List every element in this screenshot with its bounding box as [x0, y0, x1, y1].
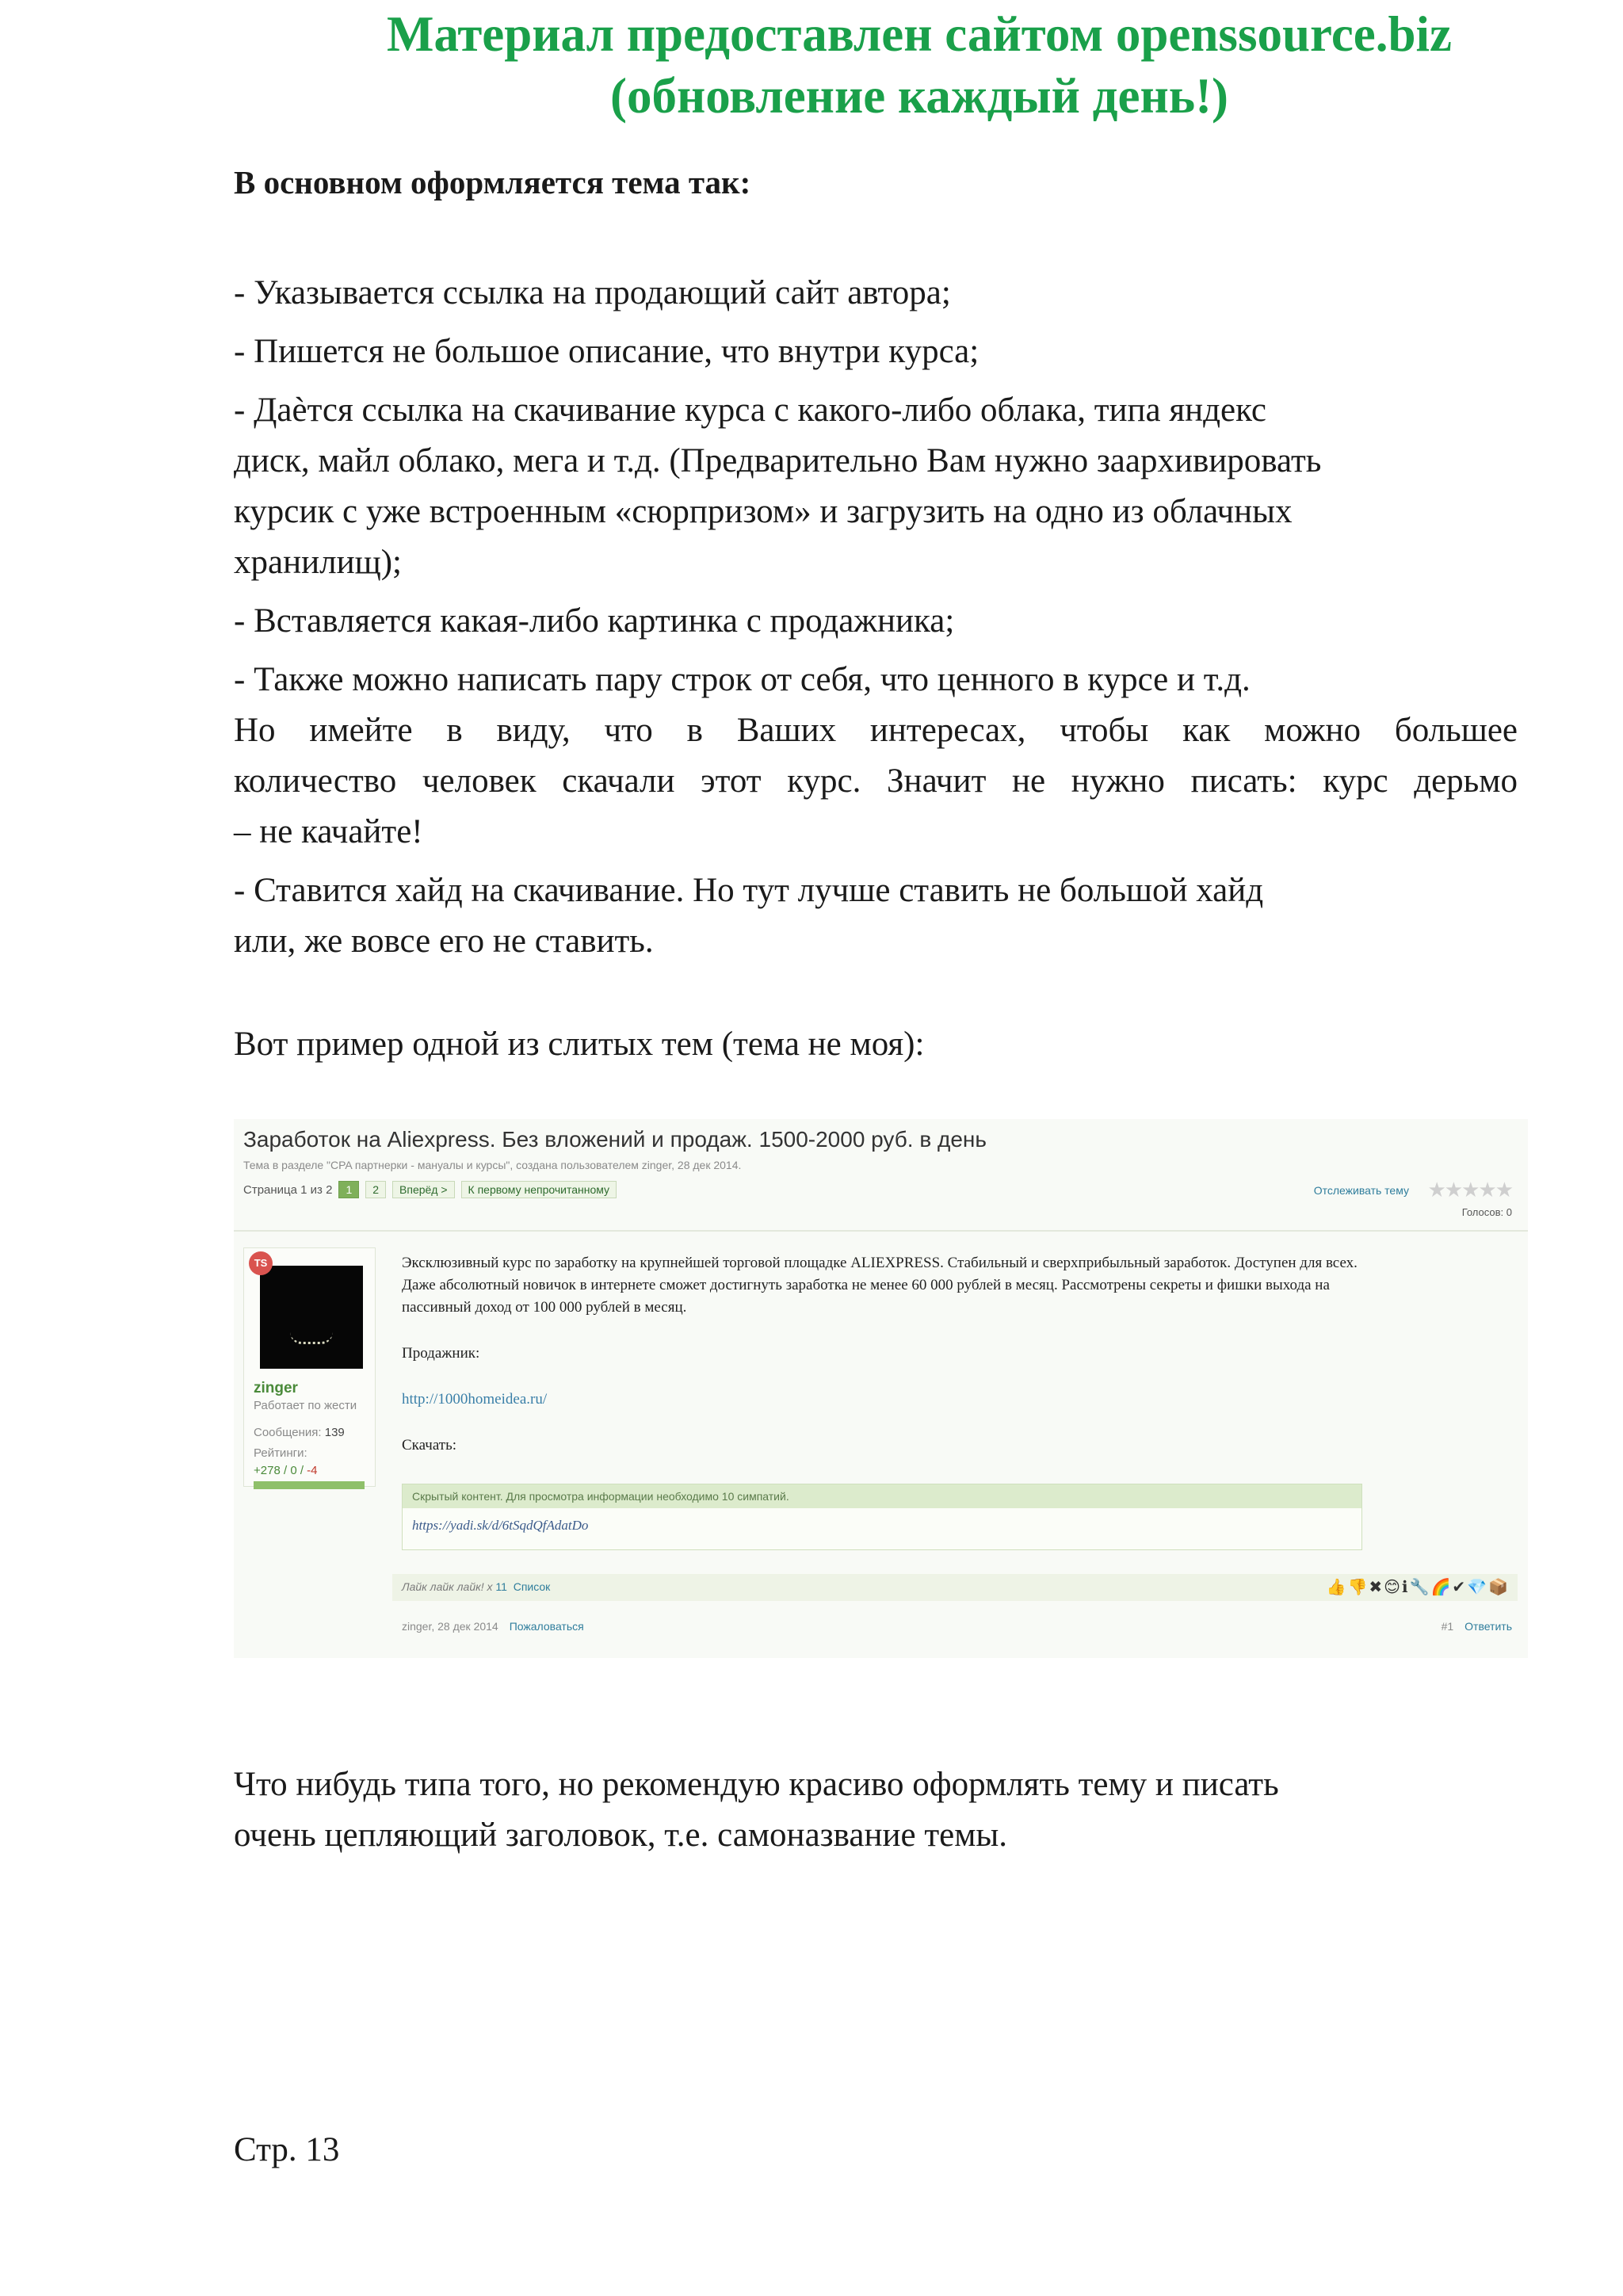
- rating-positive: +278: [254, 1464, 281, 1477]
- post-number[interactable]: #1: [1441, 1620, 1454, 1633]
- download-label: Скачать:: [402, 1437, 457, 1454]
- post-line: Эксклюзивный курс по заработку на крупнейшей торговой площадке ALIEXPRESS. Стабильный и сверхприбыльный заработок. Доступен для всех.: [402, 1255, 1358, 1271]
- bullet-item-cont: или, же вовсе его не ставить.: [234, 923, 654, 960]
- votes-count: Голосов: 0: [1461, 1206, 1512, 1218]
- page-number: Стр. 13: [234, 2131, 340, 2168]
- section-heading: В основном оформляется тема так:: [234, 164, 751, 201]
- example-intro: [234, 1019, 1518, 1070]
- post-line: пассивный доход от 100 000 рублей в месяц.: [402, 1299, 687, 1316]
- closing-line: Что нибудь типа того, но рекомендую красиво оформлять тему и писать: [234, 1766, 1279, 1803]
- user-messages: [254, 1426, 345, 1439]
- bullet-item: - Указывается ссылка на продающий сайт автора;: [234, 274, 951, 311]
- note-line: – не качайте!: [234, 813, 423, 850]
- ratings-label: Рейтинги:: [254, 1446, 307, 1460]
- topic-starter-badge: TS: [249, 1251, 273, 1275]
- messages-count: 139: [324, 1426, 345, 1439]
- download-link[interactable]: https://yadi.sk/d/6tSqdQfAdatDo: [412, 1518, 589, 1533]
- bullet-list: [234, 268, 1518, 967]
- banner-line-2: (обновление каждый день!): [609, 68, 1229, 124]
- likes-summary: [402, 1580, 550, 1593]
- source-banner: [301, 0, 1537, 127]
- reaction-icons[interactable]: 👍👎✖😊ℹ🔧🌈✔💎📦: [1326, 1579, 1510, 1596]
- watch-thread-link[interactable]: Отслеживать тему: [1313, 1184, 1409, 1197]
- seller-label: Продажник:: [402, 1345, 480, 1362]
- banner-line-1: Материал предоставлен сайтом openssource.biz: [386, 6, 1452, 62]
- bullet-item-cont: хранилищ);: [234, 544, 402, 581]
- note-line: количество человек скачали этот курс. Значит не нужно писать: курс дерьмо: [234, 762, 1518, 800]
- pager-label: Страница 1 из 2: [243, 1182, 333, 1197]
- rating-stars-icon[interactable]: ★★★★★: [1427, 1178, 1512, 1201]
- post-author-date: zinger, 28 дек 2014: [402, 1620, 498, 1633]
- first-unread-button[interactable]: К первому непрочитанному: [461, 1181, 617, 1198]
- likes-count: 11: [495, 1580, 507, 1593]
- bullet-item-cont: курсик с уже встроенным «сюрпризом» и загрузить на одно из облачных: [234, 493, 1293, 530]
- post-actions: [1442, 1620, 1512, 1633]
- forum-screenshot: [234, 1119, 1528, 1658]
- likes-list-link[interactable]: Список: [513, 1580, 551, 1593]
- reputation-bar: [254, 1481, 365, 1489]
- seller-link[interactable]: http://1000homeidea.ru/: [402, 1391, 548, 1408]
- user-title: Работает по жести: [254, 1399, 357, 1412]
- page-1-button[interactable]: 1: [338, 1181, 359, 1198]
- avatar[interactable]: [260, 1266, 363, 1369]
- next-page-button[interactable]: Вперёд >: [392, 1181, 455, 1198]
- likes-bar: [392, 1574, 1518, 1601]
- bullet-item: - Также можно написать пару строк от себя, что ценного в курсе и т.д.: [234, 661, 1251, 698]
- rating-separator: /: [296, 1464, 307, 1477]
- rating-separator: /: [280, 1464, 291, 1477]
- username-link[interactable]: zinger: [254, 1380, 298, 1396]
- hidden-content-notice: Скрытый контент. Для просмотра информации необходимо 10 симпатий.: [403, 1484, 1361, 1508]
- report-link[interactable]: Пожаловаться: [509, 1620, 584, 1633]
- note-line: Но имейте в виду, что в Ваших интересах, чтобы как можно большее: [234, 712, 1518, 749]
- bullet-item: - Ставится хайд на скачивание. Но тут лучше ставить не большой хайд: [234, 872, 1264, 909]
- post-body: [402, 1252, 1480, 1457]
- thread-pager: [243, 1181, 617, 1198]
- cheshire-grin-icon: [290, 1332, 333, 1344]
- page-2-button[interactable]: 2: [365, 1181, 386, 1198]
- example-intro-text: Вот пример одной из слитых тем (тема не моя):: [234, 1026, 925, 1063]
- messages-label: Сообщения:: [254, 1426, 322, 1439]
- divider: [234, 1230, 1528, 1232]
- hidden-content-box: [402, 1484, 1362, 1550]
- thread-title: Заработок на Aliexpress. Без вложений и продаж. 1500-2000 руб. в день: [243, 1127, 987, 1152]
- bullet-item-cont: диск, майл облако, мега и т.д. (Предварительно Вам нужно заархивировать: [234, 442, 1322, 479]
- post-meta: [402, 1620, 584, 1633]
- thread-subtitle: Тема в разделе "CPA партнерки - мануалы и курсы", создана пользователем zinger, 28 дек 2014.: [243, 1159, 742, 1171]
- rating-neutral: 0: [290, 1464, 297, 1477]
- reply-link[interactable]: Ответить: [1465, 1620, 1512, 1633]
- rating-negative: -4: [307, 1464, 318, 1477]
- closing-line: очень цепляющий заголовок, т.е. самоназвание темы.: [234, 1817, 1008, 1854]
- post-line: Даже абсолютный новичок в интернете сможет достигнуть заработка не менее 60 000 рублей в месяц. Рассмотрены секреты и фишки выхода на: [402, 1277, 1330, 1293]
- bullet-item: - Вставляется какая-либо картинка с продажника;: [234, 602, 955, 640]
- bullet-item: - Пишется не большое описание, что внутри курса;: [234, 333, 980, 370]
- user-card: [243, 1247, 376, 1487]
- user-ratings: [254, 1464, 318, 1477]
- likes-text: Лайк лайк лайк! x: [402, 1580, 496, 1593]
- closing-paragraph: [234, 1759, 1518, 1861]
- bullet-item: - Даѐтся ссылка на скачивание курса с какого-либо облака, типа яндекс: [234, 392, 1267, 429]
